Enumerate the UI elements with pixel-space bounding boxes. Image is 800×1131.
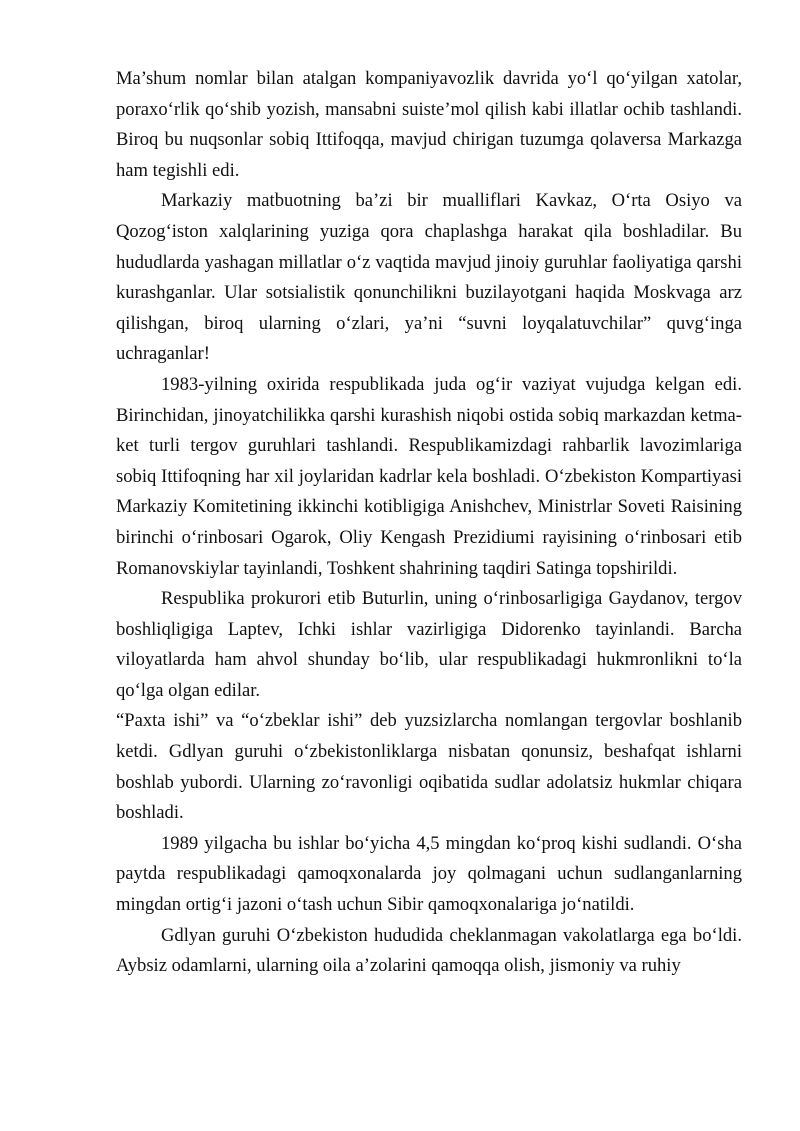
document-page [116, 64, 742, 982]
paragraph-6: 1989 yilgacha bu ishlar bo‘yicha 4,5 mingdan ko‘proq kishi sudlandi. O‘sha paytda respublikadagi qamoqxonalarda joy qolmagani uchun sudlanganlarning mingdan ortig‘i jazoni o‘tash uchun Sibir qamoqxonalariga jo‘natildi. [116, 832, 742, 916]
paragraph-5: “Paxta ishi” va “o‘zbeklar ishi” deb yuzsizlarcha nomlangan tergovlar boshlanib ketdi. Gdlyan guruhi o‘zbekistonliklarga nisbatan qonunsiz, beshafqat ishlarni boshlab yubordi. Ularning zo‘ravonligi oqibatida sudlar adolatsiz hukmlar chiqara boshladi. [116, 710, 742, 824]
paragraph-4: Respublika prokurori etib Buturlin, uning o‘rinbosarligiga Gaydanov, tergov boshliqligiga Laptev, Ichki ishlar vazirligiga Didorenko tayinlandi. Barcha viloyatlarda ham ahvol shunday bo‘lib, ular respublikadagi hukmronlikni to‘la qo‘lga olgan edilar. [116, 588, 742, 701]
paragraph-1: Ma’shum nomlar bilan atalgan kompaniyavozlik davrida yo‘l qo‘yilgan xatolar, poraxo‘rlik qo‘shib yozish, mansabni suiste’mol qilish kabi illatlar ochib tashlandi. Biroq bu nuqsonlar sobiq Ittifoqqa, mavjud chirigan tuzumga qolaversa Markazga ham tegishli edi. [116, 68, 742, 181]
paragraph-2: Markaziy matbuotning ba’zi bir mualliflari Kavkaz, O‘rta Osiyo va Qozog‘iston xalqlarining yuziga qora chaplashga harakat qila boshladilar. Bu hududlarda yashagan millatlar o‘z vaqtida mavjud jinoiy guruhlar faoliyatiga qarshi kurashganlar. Ular sotsialistik qonunchilikni buzilayotgani haqida Moskvaga arz qilishgan, biroq ularning o‘zlari, ya’ni “suvni loyqalatuvchilar” quvg‘inga uchraganlar! [116, 190, 742, 365]
paragraph-7: Gdlyan guruhi O‘zbekiston hududida cheklanmagan vakolatlarga ega bo‘ldi. Aybsiz odamlarni, ularning oila a’zolarini qamoqqa olish, jismoniy va ruhiy [116, 924, 742, 977]
paragraph-3: 1983-yilning oxirida respublikada juda og‘ir vaziyat vujudga kelgan edi. Birinchidan, jinoyatchilikka qarshi kurashish niqobi ostida sobiq markazdan ketma-ket turli tergov guruhlari tashlandi. Respublikamizdagi rahbarlik lavozimlariga sobiq Ittifoqning har xil joylaridan kadrlar kela boshladi. O‘zbekiston Kompartiyasi Markaziy Komitetining ikkinchi kotibligiga Anishchev, Ministrlar Soveti Raisining birinchi o‘rinbosari Ogarok, Oliy Kengash Prezidiumi rayisining o‘rinbosari etib Romanovskiylar tayinlandi, Toshkent shahrining taqdiri Satinga topshirildi. [116, 373, 742, 579]
